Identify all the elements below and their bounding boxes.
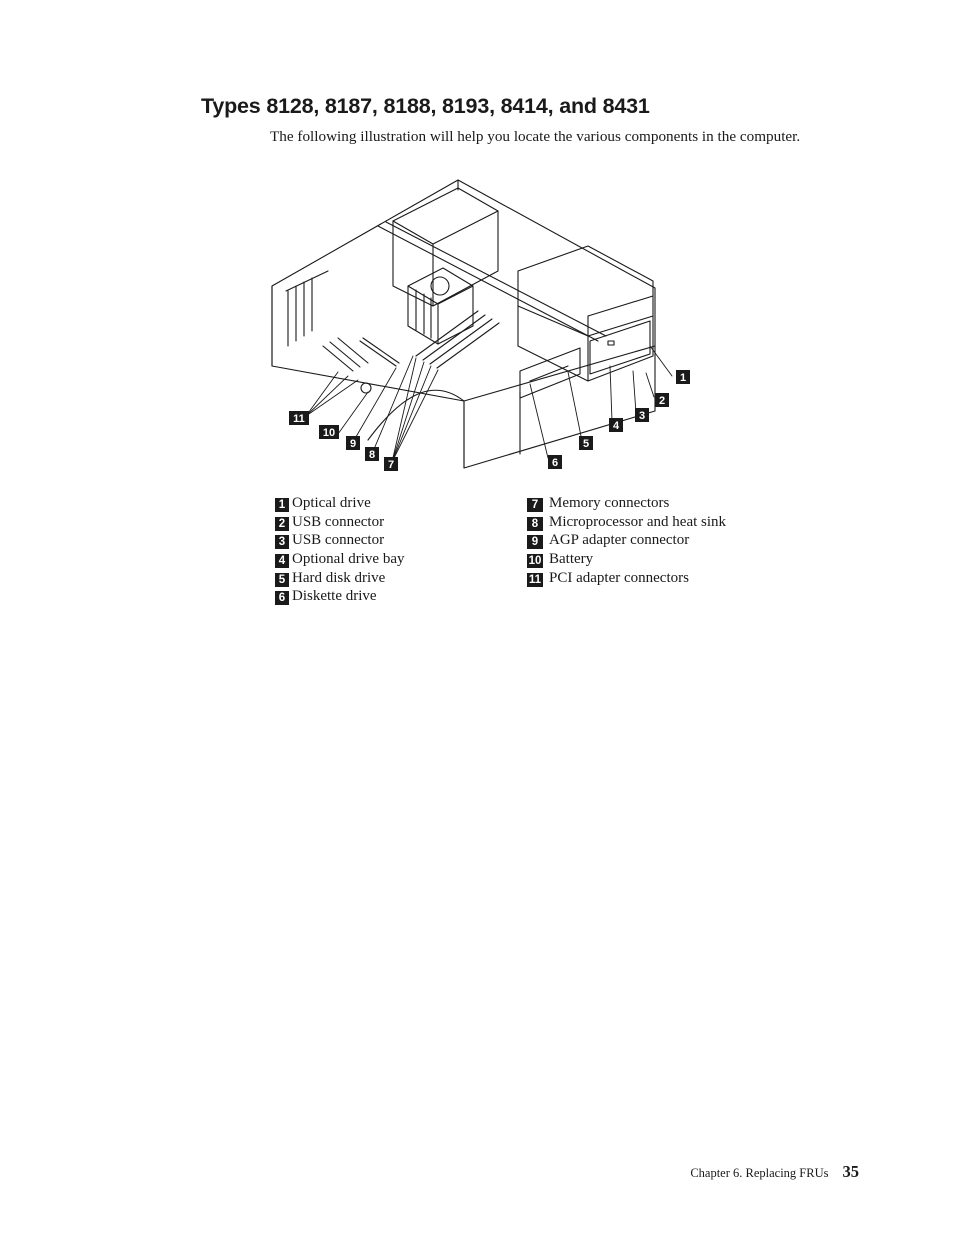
callout-label-3: 3 [638,410,646,422]
chassis-outline [272,180,655,468]
heat-sink [408,268,473,344]
callout-number: 5 [275,573,289,587]
callout-number: 10 [528,555,542,568]
callout-label-9: 9 [349,438,357,450]
legend-item [527,513,726,532]
legend-item [527,531,726,550]
legend-item [275,550,404,569]
legend-label: Optional drive bay [292,551,405,568]
callout-label-11: 11 [293,413,305,425]
callout-label-4: 4 [612,420,620,432]
cross-brace [378,222,606,341]
drive-cage [518,246,653,381]
battery-drawing [361,383,371,393]
legend-label: Battery [549,551,594,568]
callout-label-1: 1 [679,372,687,384]
legend-item [275,494,404,513]
callout-number: 7 [527,498,543,512]
callout-boxes [289,370,690,471]
legend-label: Hard disk drive [292,569,386,586]
page-number: 35 [842,1162,859,1181]
page-footer [690,1162,859,1182]
legend-label: Optical drive [292,495,371,511]
legend-item [275,587,404,606]
legend-left-column [275,494,404,606]
callout-label-8: 8 [368,449,376,461]
legend-label: AGP adapter connector [549,532,690,549]
callout-number: 2 [275,517,289,531]
adapter-slots [323,338,399,371]
computer-components-illustration [268,176,698,476]
legend-item [527,550,726,569]
callout-number: 6 [275,591,289,605]
chapter-title: Chapter 6. Replacing FRUs [690,1166,829,1180]
intro-paragraph: The following illustration will help you locate the various components in the computer. [270,128,801,145]
callout-number: 3 [275,535,289,549]
power-supply [393,188,498,306]
legend-item [527,569,726,588]
legend-label: USB connector [292,513,385,530]
callout-number: 4 [275,554,289,568]
legend-label: Memory connectors [549,495,670,511]
computer-line-drawing [268,176,698,476]
legend-label: Diskette drive [292,588,377,605]
callout-number: 9 [527,535,543,549]
legend-label: PCI adapter connectors [549,569,689,586]
optical-drive-face [590,321,650,374]
legend-item [275,531,404,550]
callout-label-7: 7 [387,459,395,471]
legend-item [275,569,404,588]
rear-brackets [286,271,328,346]
callout-number: 8 [527,517,543,531]
callout-label-6: 6 [551,457,559,469]
section-title: Types 8128, 8187, 8188, 8193, 8414, and 8431 [201,94,650,118]
callout-label-2: 2 [658,395,666,407]
legend-label: USB connector [292,532,385,549]
callout-number: 1 [275,498,289,512]
legend-item [275,513,404,532]
callout-number: 11 [528,573,542,586]
legend-label: Microprocessor and heat sink [549,513,727,530]
callout-label-5: 5 [582,438,590,450]
legend-item [527,494,726,513]
memory-connectors [416,311,499,368]
callout-leaders [306,346,672,462]
callout-label-10: 10 [322,427,336,439]
legend-right-column [527,494,726,587]
